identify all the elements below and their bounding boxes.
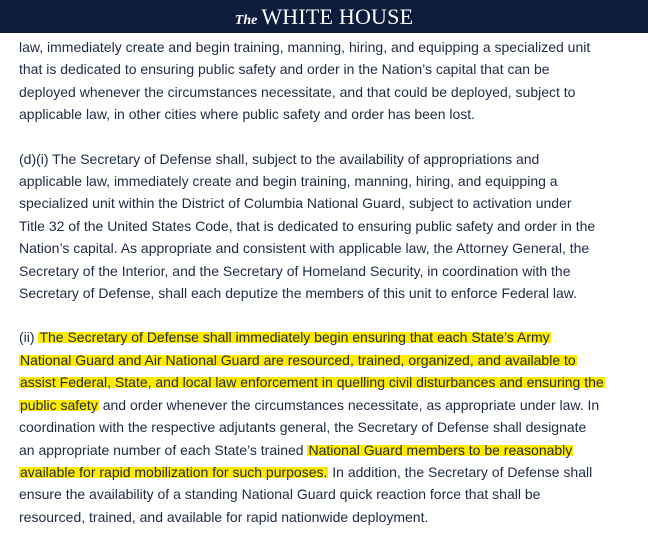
- text-line: Title 32 of the United States Code, that is dedicated to ensuring public safety and order in the: [19, 217, 596, 234]
- text-line: specialized unit within the District of Columbia National Guard, subject to activation under: [19, 195, 572, 212]
- highlighted-text: National Guard and Air National Guard are resourced, trained, organized, and available to: [20, 351, 576, 368]
- paragraph-ii: [19, 326, 629, 528]
- plain-text: and order whenever the circumstances necessitate, as appropriate under law. In: [98, 396, 600, 413]
- paragraph-d-i: [19, 148, 629, 305]
- site-header: [0, 0, 648, 33]
- highlighted-text: available for rapid mobilization for such purposes.: [20, 463, 328, 480]
- highlighted-text: National Guard members to be reasonably: [308, 441, 573, 458]
- text-line: [19, 483, 629, 505]
- text-line: [19, 506, 629, 528]
- text-line: Secretary of Defense, shall each deputize the members of this unit to enforce Federal law.: [19, 285, 577, 302]
- highlighted-text: public safety: [20, 396, 98, 413]
- logo-wordmark: WHITE HOUSE: [261, 3, 414, 29]
- text-line: Nation’s capital. As appropriate and consistent with applicable law, the Attorney General, the: [19, 240, 590, 257]
- paragraph-1: [19, 36, 629, 126]
- text-line: that is dedicated to ensuring public safety and order in the Nation’s capital that can be: [19, 61, 550, 78]
- plain-text: an appropriate number of each State’s trained: [19, 441, 308, 458]
- text-line: [19, 371, 629, 393]
- document-body: [0, 33, 648, 528]
- highlighted-text: The Secretary of Defense shall immediately begin ensuring that each State’s Army: [39, 329, 550, 346]
- text-line: law, immediately create and begin training, manning, hiring, and equipping a specialized unit: [19, 39, 591, 55]
- text-line: [19, 349, 629, 371]
- text-line: Secretary of the Interior, and the Secretary of Homeland Security, in coordination with the: [19, 262, 571, 279]
- plain-text: resourced, trained, and available for rapid nationwide deployment.: [19, 508, 429, 525]
- text-line: applicable law, in other cities where public safety and order has been lost.: [19, 106, 476, 123]
- text-line: deployed whenever the circumstances necessitate, and that could be deployed, subject to: [19, 83, 576, 100]
- text-line: [19, 439, 629, 461]
- text-line: [19, 416, 629, 438]
- highlighted-text: assist Federal, State, and local law enforcement in quelling civil disturbances and ensuring the: [20, 374, 604, 391]
- text-line: (d)(i) The Secretary of Defense shall, subject to the availability of appropriations and: [19, 150, 540, 167]
- plain-text: ensure the availability of a standing National Guard quick reaction force that shall be: [19, 486, 541, 503]
- site-logo[interactable]: [235, 4, 413, 30]
- text-line: [19, 326, 629, 348]
- text-line: [19, 394, 629, 416]
- plain-text: In addition, the Secretary of Defense shall: [328, 463, 593, 480]
- logo-prefix: The: [234, 12, 258, 28]
- plain-text: coordination with the respective adjutants general, the Secretary of Defense shall designate: [19, 419, 587, 436]
- text-line: [19, 461, 629, 483]
- text-line: applicable law, immediately create and begin training, manning, hiring, and equipping a: [19, 173, 558, 190]
- plain-text: (ii): [19, 329, 39, 346]
